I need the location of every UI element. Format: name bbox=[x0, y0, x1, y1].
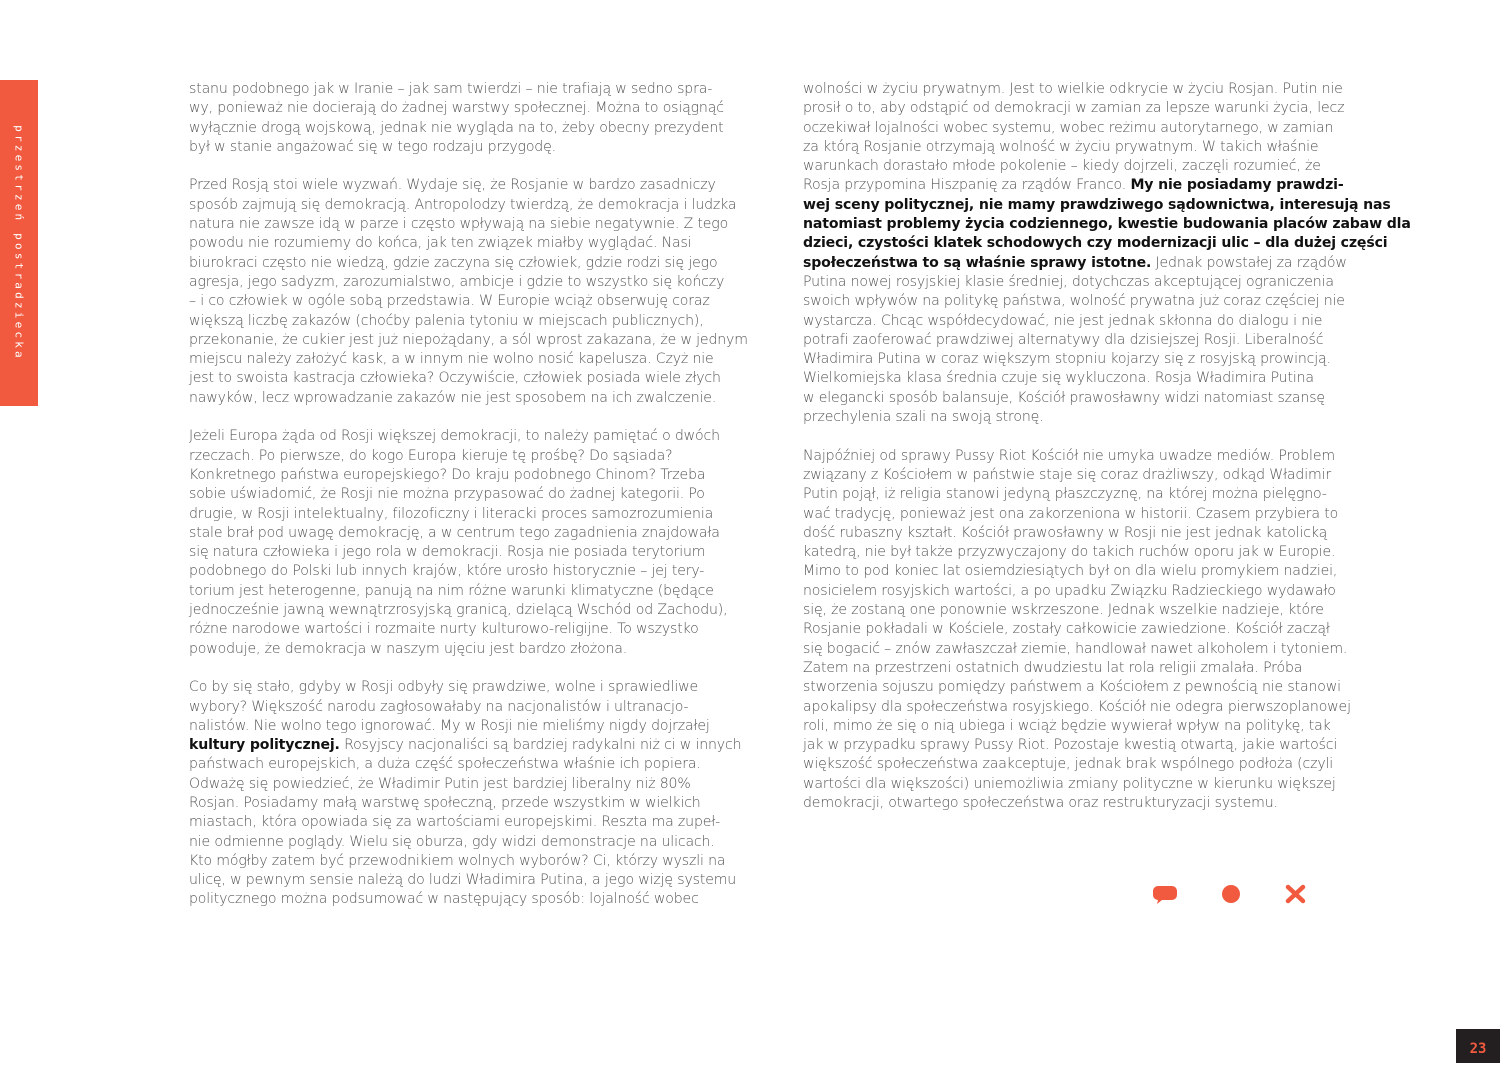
text-line: dzieci, czystości klatek schodowych czy modernizacji ulic – dla dużej części bbox=[803, 235, 1388, 252]
text-line: w elegancki sposób balansuje, Kościół prawosławny widzi natomiast szansę bbox=[803, 389, 1325, 406]
mixed-line bbox=[803, 176, 1344, 195]
text-line: Rosjan. Posiadamy małą warstwę społeczną, przede wszystkim w wielkich bbox=[189, 794, 701, 811]
bold-text: społeczeństwa to są właśnie sprawy istotne. bbox=[803, 254, 1152, 271]
text-line: swoich wpływów na politykę państwa, wolność prywatna już coraz częściej nie bbox=[803, 293, 1345, 310]
text-line: Władimira Putina w coraz większym stopniu kojarzy się z rosyjską prowincją. bbox=[803, 351, 1331, 368]
text-line: kultury politycznej. Rosyjscy nacjonaliści są bardziej radykalni niż ci w innych bbox=[189, 737, 742, 754]
text-line: Mimo to pod koniec lat osiemdziesiątych był on dla wielu promykiem nadziei, bbox=[803, 563, 1338, 580]
text-line: politycznego można podsumować w następujący sposób: lojalność wobec bbox=[189, 891, 699, 908]
text-line: się natura człowieka i jego rola w demokracji. Rosja nie posiada terytorium bbox=[189, 544, 706, 561]
text-line: sposób zajmują się demokracją. Antropolodzy twierdzą, że demokracja i ludzka bbox=[189, 196, 737, 213]
paragraph-lines bbox=[189, 755, 737, 909]
text-line: ulicę, w pewnym sensie należą do ludzi Władimira Putina, a jego wizję systemu bbox=[189, 872, 737, 889]
text-line: Konkretnego państwa europejskiego? Do kraju podobnego Chinom? Trzeba bbox=[189, 466, 706, 483]
text-line: wyłącznie drogą wojskową, jednak nie wygląda na to, żeby obecny prezydent bbox=[189, 119, 724, 136]
plain-text: Jednak powstałej za rządów bbox=[1151, 254, 1347, 271]
text-line: Co by się stało, gdyby w Rosji odbyły się prawdziwe, wolne i sprawiedliwe bbox=[189, 679, 698, 696]
text-line: państwach europejskich, a duża część społeczeństwa właśnie ich popiera. bbox=[189, 756, 701, 773]
plain-text: Rosja przypomina Hiszpanię za rządów Franco. bbox=[803, 177, 1131, 194]
text-line: katedrą, nie był także przyzwyczajony do takich ruchów oporu jak w Europie. bbox=[803, 544, 1336, 561]
text-line: wybory? Większość narodu zagłosowałaby na nacjonalistów i ultranacjo- bbox=[189, 698, 689, 715]
text-line: demokracji, otwartego społeczeństwa oraz restrukturyzacji systemu. bbox=[803, 794, 1278, 811]
text-line: nalistów. Nie wolno tego ignorować. My w Rosji nie mieliśmy nigdy dojrzałej bbox=[189, 717, 710, 734]
text-line: większość społeczeństwa zaakceptuje, jednak brak wspólnego podłoża (czyli bbox=[803, 756, 1334, 773]
text-line: Putina nowej rosyjskiej klasie średniej, dotychczas akceptującej ograniczenia bbox=[803, 273, 1334, 290]
page-number: 23 bbox=[1456, 1029, 1500, 1063]
mixed-line bbox=[803, 254, 1347, 273]
text-line: natura nie zawsze idą w parze i często wpływają na siebie negatywnie. Z tego bbox=[189, 216, 729, 233]
text-line: stanu podobnego jak w Iranie – jak sam twierdzi – nie trafiają w sedno spra- bbox=[189, 81, 713, 97]
text-line: związany z Kościołem w państwie staje się coraz drażliwszy, odkąd Władimir bbox=[803, 466, 1331, 483]
icon-row bbox=[1150, 880, 1310, 910]
text-line: powodu nie rozumiemy do końca, jak ten związek miałby wyglądać. Nasi bbox=[189, 235, 692, 252]
text-line: natomiast problemy życia codziennego, kwestie budowania placów zabaw dla bbox=[803, 216, 1411, 233]
text-line: Najpóźniej od sprawy Pussy Riot Kościół nie umyka uwadze mediów. Problem bbox=[803, 447, 1335, 464]
circle-icon bbox=[1220, 884, 1242, 910]
paragraph-lines bbox=[803, 273, 1345, 427]
text-line: nawyków, lecz wprowadzanie zakazów nie jest sposobem na ich zwalczenie. bbox=[189, 389, 717, 406]
text-line: wej sceny politycznej, nie mamy prawdziwego sądownictwa, interesują nas bbox=[803, 196, 1391, 213]
text-line: apokalipsy dla społeczeństwa rosyjskiego. Kościół nie odegra pierwszoplanowej bbox=[803, 698, 1351, 715]
text-line: się bogacić – znów zawłaszczał ziemie, handlował nawet alkoholem i tytoniem. bbox=[803, 640, 1348, 657]
text-line: powoduje, że demokracja w naszym ujęciu jest bardzo złożona. bbox=[189, 640, 628, 657]
text-line: Putin pojął, iż religia stanowi jedyną płaszczyznę, na której można pielęgno- bbox=[803, 486, 1327, 503]
text-line: przekonanie, że cukier jest już niepożądany, a sól wprost zakazana, że w jednym bbox=[189, 331, 748, 348]
text-line: Kto mógłby zatem być przewodnikiem wolnych wyborów? Ci, którzy wyszli na bbox=[189, 852, 726, 869]
text-line: przechylenia szali na swoją stronę. bbox=[803, 409, 1044, 426]
text-line: nosicielem rosyjskich wartości, a po upadku Związku Radzieckiego wydawało bbox=[803, 582, 1336, 599]
text-line: wystarcza. Chcąc współdecydować, nie jest jednak skłonna do dialogu i nie bbox=[803, 312, 1323, 329]
text-line: podobnego do Polski lub innych krajów, które urosło historycznie – jej tery- bbox=[189, 563, 705, 580]
text-line: miastach, która opowiada się za wartościami europejskimi. Reszta ma zupeł- bbox=[189, 814, 721, 831]
paragraph bbox=[189, 678, 742, 910]
paragraph bbox=[803, 80, 1411, 427]
text-line: dość rubaszny kształt. Kościół prawosławny w Rosji nie jest jednak katolicką bbox=[803, 524, 1328, 541]
bold-lines bbox=[803, 196, 1411, 254]
text-line: oczekiwał lojalności wobec systemu, wobec reżimu autorytarnego, w zamian bbox=[803, 119, 1334, 136]
text-line: Jeżeli Europa żąda od Rosji większej demokracji, to należy pamiętać o dwóch bbox=[189, 428, 720, 445]
text-line: drugie, w Rosji intelektualny, filozoficzny i literacki proces samozrozumienia bbox=[189, 505, 714, 522]
text-line: stale brał pod uwagę demokrację, a w centrum tego zagadnienia znajdowała bbox=[189, 524, 720, 541]
text-line: różne narodowe wartości i rozmaite nurty kulturowo-religijne. To wszystko bbox=[189, 621, 699, 638]
paragraph bbox=[803, 447, 1351, 814]
bold-lines bbox=[189, 678, 742, 755]
text-line: jest to swoista kastracja człowieka? Oczywiście, człowiek posiada wiele złych bbox=[189, 370, 721, 387]
right-column bbox=[803, 80, 1411, 833]
text-line: Rosjanie pokładali w Kościele, zostały całkowicie zawiedzione. Kościół zaczął bbox=[803, 621, 1330, 638]
paragraph bbox=[189, 427, 728, 659]
text-line: Przed Rosją stoi wiele wyzwań. Wydaje się, że Rosjanie w bardzo zasadniczy bbox=[189, 177, 716, 194]
text-line: prosił o to, aby odstąpić od demokracji w zamian za lepsze warunki życia, lecz bbox=[803, 100, 1345, 117]
text-line: Zatem na przestrzeni ostatnich dwudziestu lat rola religii zmalała. Próba bbox=[803, 659, 1303, 676]
text-line: się, że zostaną one ponownie wskrzeszone. Jednak wszelkie nadzieje, które bbox=[803, 602, 1324, 619]
text-line: potrafi zaoferować prawdziwej alternatywy dla dzisiejszej Rosji. Liberalność bbox=[803, 331, 1324, 348]
text-line: warunkach dorastało młode pokolenie – kiedy dojrzeli, zaczęli rozumieć, że bbox=[803, 158, 1321, 175]
speech-bubble-icon bbox=[1152, 884, 1178, 910]
text-line: za którą Rosjanie otrzymają wolność w życiu prywatnym. W takich właśnie bbox=[803, 138, 1319, 155]
text-line: nie odmienne poglądy. Wielu się oburza, gdy widzi demonstracje na ulicach. bbox=[189, 833, 715, 850]
text-line: wolności w życiu prywatnym. Jest to wielkie odkrycie w życiu Rosjan. Putin nie bbox=[803, 81, 1343, 97]
text-line: Odważę się powiedzieć, że Władimir Putin jest bardziej liberalny niż 80% bbox=[189, 775, 691, 792]
bold-text: My nie posiadamy prawdzi- bbox=[1130, 177, 1344, 194]
text-line: jednocześnie jawną wewnątrzrosyjską granicą, dzielącą Wschód od Zachodu), bbox=[189, 602, 728, 619]
text-line: – i co człowiek w ogóle sobą przedstawia. W Europie wciąż obserwuję coraz bbox=[189, 293, 710, 310]
text-line: miejscu należy założyć kask, a w innym nie wolno nosić kapelusza. Czyż nie bbox=[189, 351, 714, 368]
paragraph bbox=[189, 176, 748, 408]
text-line: wać tradycję, ponieważ jest ona zakorzeniona w historii. Czasem przybiera to bbox=[803, 505, 1339, 522]
text-line: rzeczach. Po pierwsze, do kogo Europa kieruje tę prośbę? Do sąsiada? bbox=[189, 447, 673, 464]
text-line: stworzenia sojuszu pomiędzy państwem a Kościołem z pewnością nie stanowi bbox=[803, 679, 1341, 696]
left-column bbox=[189, 80, 748, 929]
text-line: większą liczbę zakazów (choćby palenia tytoniu w miejscach publicznych), bbox=[189, 312, 704, 329]
paragraph-lines bbox=[803, 80, 1345, 176]
text-line: Wielkomiejska klasa średnia czuje się wykluczona. Rosja Władimira Putina bbox=[803, 370, 1314, 387]
text-line: wy, ponieważ nie docierają do żadnej warstwy społecznej. Można to osiągnąć bbox=[189, 100, 724, 117]
text-line: był w stanie angażować się w tego rodzaju przygodę. bbox=[189, 138, 556, 155]
cross-icon bbox=[1284, 884, 1306, 910]
text-line: jak w przypadku sprawy Pussy Riot. Pozostaje kwestią otwartą, jakie wartości bbox=[803, 737, 1338, 754]
text-line: roli, mimo że się o nią ubiega i wciąż będzie wywierał wpływ na politykę, tak bbox=[803, 717, 1331, 734]
paragraph bbox=[189, 80, 724, 157]
text-line: wartości dla większości) uniemożliwia zmiany polityczne w kierunku większej bbox=[803, 775, 1336, 792]
text-line: agresja, jego sadyzm, zarozumialstwo, ambicje i gdzie to wszystko się kończy bbox=[189, 273, 725, 290]
text-line: sobie uświadomić, że Rosji nie można przypasować do żadnej kategorii. Po bbox=[189, 486, 705, 503]
section-label: przestrzeń postradziecka bbox=[12, 125, 26, 361]
text-line: torium jest heterogenne, panują na nim różne warunki klimatyczne (będące bbox=[189, 582, 714, 599]
text-line: biurokraci często nie wiedzą, gdzie zaczyna się człowiek, gdzie rodzi się jego bbox=[189, 254, 718, 271]
